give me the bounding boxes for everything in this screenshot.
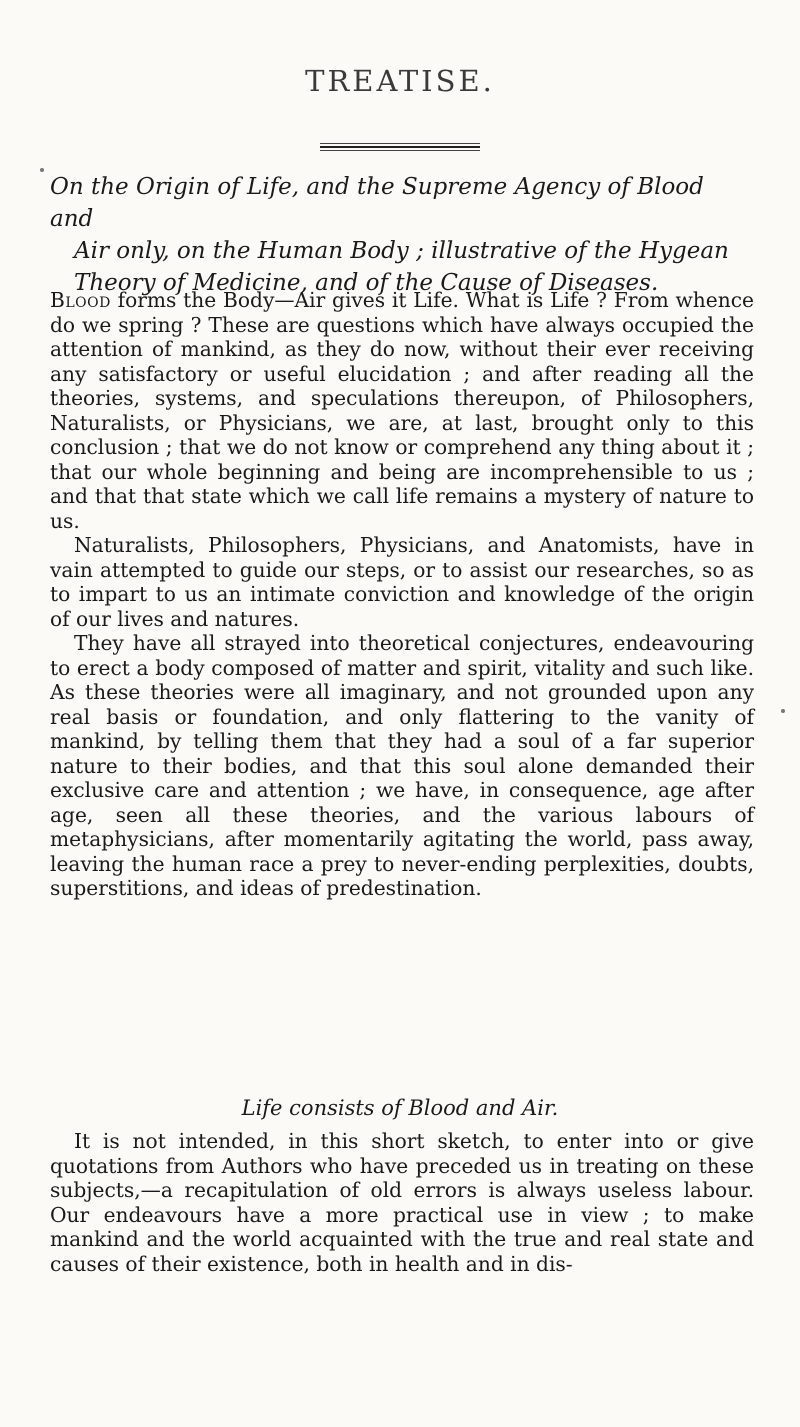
rule-line (320, 146, 480, 148)
chapter-title-line: On the Origin of Life, and the Supreme Agency of Blood and (50, 174, 704, 232)
rule-line (320, 150, 480, 151)
paper-speck (40, 168, 44, 172)
chapter-title (50, 171, 752, 299)
paragraph (50, 288, 754, 533)
decorative-rule (320, 143, 480, 151)
paragraph: They have all strayed into theoretical conjectures, endeavouring to erect a body composed of matter and spirit, vitality and such like. As these theories were all imaginary, and not grounded upon any real basis or foundation, and only flattering to the vanity of mankind, by telling them that they had a soul of a far superior nature to their bodies, and that this soul alone demanded their exclusive care and attention ; we have, in consequence, age after age, seen all these theories, and the various labours of metaphysicians, after momentarily agitating the world, pass away, leaving the human race a prey to never-ending perplexities, doubts, superstitions, and ideas of predestination. (50, 631, 754, 900)
body-text (50, 1129, 754, 1276)
rule-line (320, 143, 480, 144)
paragraph: Naturalists, Philosophers, Physicians, and Anatomists, have in vain attempted to guide our steps, or to assist our researches, so as to impart to us an intimate conviction and knowledge of the origin of our lives and natures. (50, 533, 754, 631)
paragraph: It is not intended, in this short sketch, to enter into or give quotations from Authors who have preceded us in treating on these subjects,—a recapitulation of old errors is always useless labour. Our endeavours have a more practical use in view ; to make mankind and the world acquainted with the true and real state and causes of their existence, both in health and in dis- (50, 1129, 754, 1276)
chapter-title-line: Air only, on the Human Body ; illustrative of the Hygean (74, 238, 729, 264)
chapter-title-line: Theory of Medicine, and of the Cause of Diseases. (74, 270, 659, 296)
body-text (50, 288, 754, 901)
running-head: TREATISE. (305, 64, 495, 98)
paragraph-text: forms the Body—Air gives it Life. What is Life ? From whence do we spring ? These are questions which have always occupied the attention of mankind, as they do now, without their ever receiving any satisfactory or useful elucidation ; and after reading all the theories, systems, and speculations thereupon, of Philosophers, Naturalists, or Physicians, we are, at last, brought only to this conclusion ; that we do not know or comprehend any thing about it ; that our whole beginning and being are incomprehensible to us ; and that that state which we call life remains a mystery of nature to us. (50, 288, 754, 533)
section-subheading: Life consists of Blood and Air. (241, 1096, 559, 1120)
paper-speck (781, 709, 785, 713)
drop-lead-word: Blood (50, 288, 111, 312)
